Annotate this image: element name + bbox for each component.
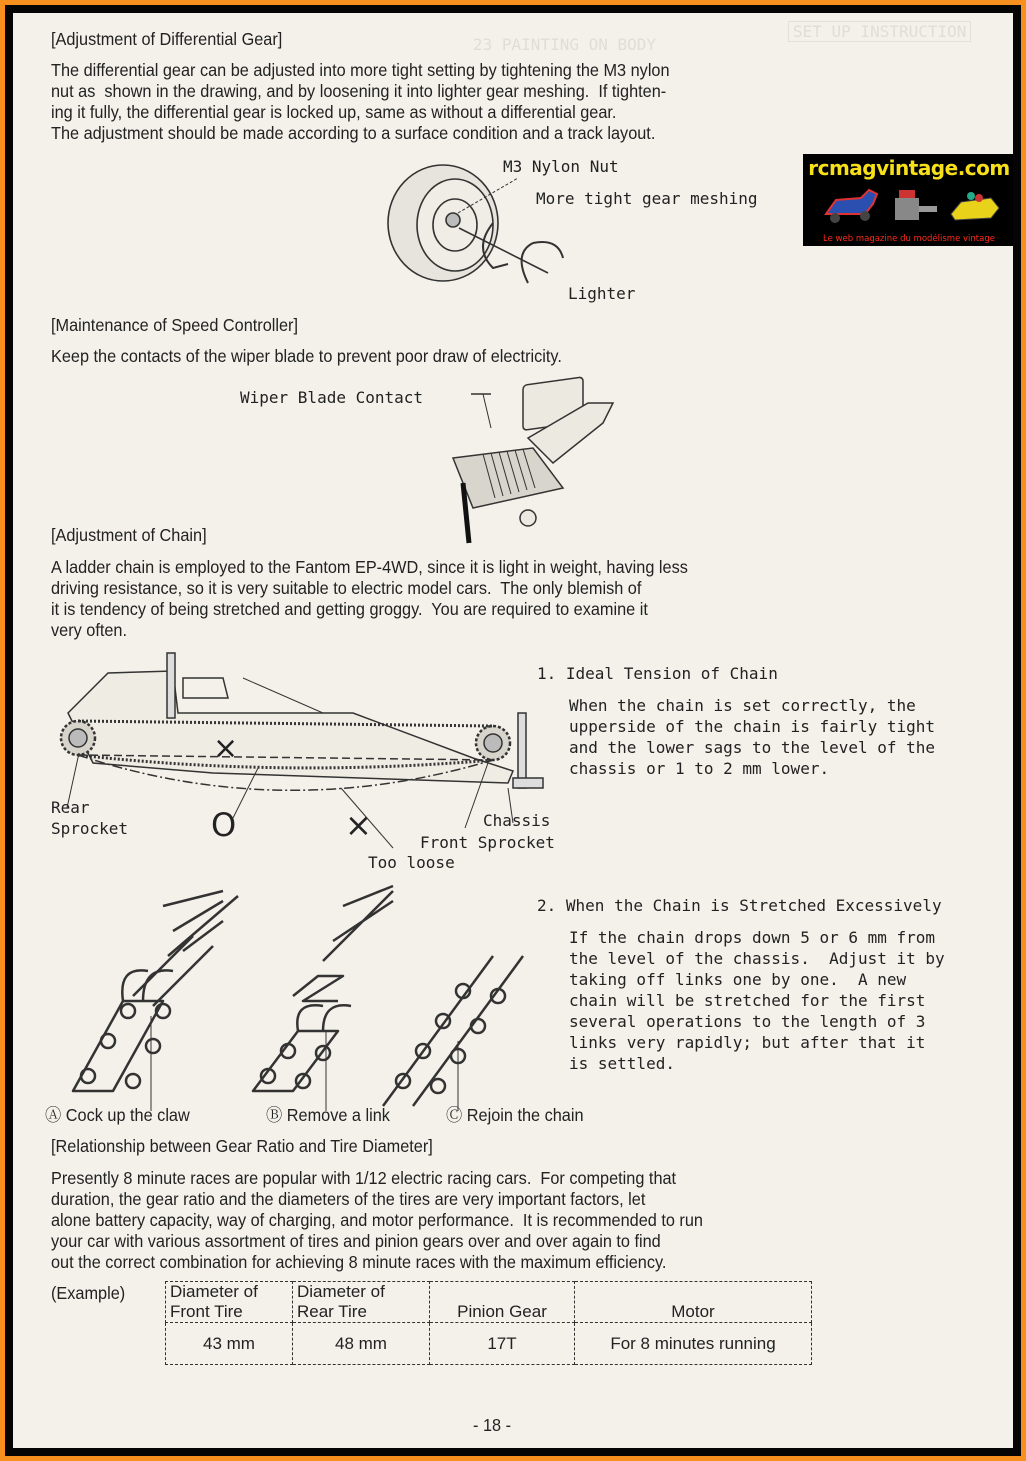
speed-controller-text: Keep the contacts of the wiper blade to prevent poor draw of electricity. [51, 346, 562, 366]
chain-link-steps-illustration [53, 881, 543, 1111]
front-sprocket-label: Front Sprocket [420, 833, 555, 852]
logo-tagline: Le web magazine du modélisme vintage [823, 234, 995, 244]
step-c-marker: Ⓒ [446, 1105, 463, 1125]
chassis-frame [68, 671, 513, 783]
step-b-label: Remove a link [286, 1105, 390, 1125]
cell-front-tire: 43 mm [166, 1323, 293, 1365]
ok-mark: O [211, 806, 237, 844]
stretched-line-1: If the chain drops down 5 or 6 mm from [569, 928, 936, 947]
chain-line-3: it is tendency of being stretched and getting groggy. You are required to examine it [51, 599, 648, 619]
too-loose-label: Too loose [368, 853, 455, 872]
speed-controller-illustration [433, 388, 633, 533]
chain-line-2: driving resistance, so it is very suitable to electric model cars. The only blemish of [51, 578, 642, 598]
manual-page [13, 13, 1013, 1448]
ideal-tension-title: 1. Ideal Tension of Chain [537, 664, 778, 683]
step-b-chain [253, 886, 393, 1091]
step-a-marker: Ⓐ [45, 1105, 62, 1125]
bleed-through-section: 23 PAINTING ON BODY [473, 35, 657, 54]
example-label: (Example) [51, 1283, 126, 1303]
ideal-tension-line-1: When the chain is set correctly, the [569, 696, 916, 715]
differential-line-2: nut as shown in the drawing, and by loosening it into lighter gear meshing. If tighten- [51, 81, 667, 101]
gear-ratio-line-3: alone battery capacity, way of charging, and motor performance. It is recommended to run [51, 1210, 703, 1230]
rear-sprocket-label-1: Rear [51, 798, 90, 817]
header-rear-tire [293, 1282, 430, 1323]
header-rear-tire-line-2: Rear Tire [297, 1302, 367, 1321]
header-rear-tire-line-1: Diameter of [297, 1282, 385, 1301]
step-c [446, 1105, 584, 1126]
differential-wheel-illustration [383, 158, 613, 298]
cell-rear-tire: 48 mm [293, 1323, 430, 1365]
step-b-marker: Ⓑ [266, 1105, 283, 1125]
chassis-label: Chassis [483, 811, 551, 830]
example-table [165, 1281, 812, 1365]
stretched-line-3: taking off links one by one. A new [569, 970, 907, 989]
stretched-line-4: chain will be stretched for the first [569, 991, 926, 1010]
gear-ratio-line-1: Presently 8 minute races are popular with 1/12 electric racing cars. For competing that [51, 1168, 677, 1188]
cell-motor: For 8 minutes running [575, 1323, 812, 1365]
header-pinion-gear [430, 1282, 575, 1323]
step-c-chain [383, 956, 523, 1106]
ideal-tension-line-4: chassis or 1 to 2 mm lower. [569, 759, 830, 778]
bad-mark: × [345, 806, 372, 844]
ideal-tension-line-3: and the lower sags to the level of the [569, 738, 936, 757]
page-number: - 18 - [473, 1415, 511, 1435]
logo-models-icon [821, 184, 1001, 228]
wiper-blade-contact-label: Wiper Blade Contact [240, 388, 424, 407]
removed-link [293, 976, 343, 1001]
rcmagvintage-logo [803, 154, 1013, 246]
stretched-line-2: the level of the chassis. Adjust it by [569, 949, 945, 968]
tight-meshing-label: More tight gear meshing [536, 189, 758, 208]
differential-line-3: ing it fully, the differential gear is locked up, same as without a differential gear. [51, 102, 617, 122]
chain-heading: [Adjustment of Chain] [51, 525, 207, 545]
ideal-tension-line-2: upperside of the chain is fairly tight [569, 717, 936, 736]
lighter-label: Lighter [568, 284, 636, 303]
step-a-chain [73, 891, 238, 1091]
header-pinion-gear-label: Pinion Gear [457, 1302, 547, 1321]
rear-sprocket-label-2: Sprocket [51, 819, 129, 838]
header-motor [575, 1282, 812, 1323]
header-front-tire-line-1: Diameter of [170, 1282, 258, 1301]
table-header-row [166, 1282, 812, 1323]
gear-ratio-heading: [Relationship between Gear Ratio and Tire Diameter] [51, 1136, 433, 1156]
bleed-through-header: SET UP INSTRUCTION [788, 21, 971, 42]
m3-nut [446, 213, 460, 227]
logo-title: rcmagvintage.com [808, 156, 1010, 180]
differential-line-1: The differential gear can be adjusted into more tight setting by tightening the M3 nylon [51, 60, 670, 80]
table-row [166, 1323, 812, 1365]
step-a [45, 1105, 190, 1126]
chain-line-4: very often. [51, 620, 127, 640]
header-front-tire [166, 1282, 293, 1323]
speed-controller-heading: [Maintenance of Speed Controller] [51, 315, 298, 335]
chassis-post [518, 713, 526, 788]
stretched-line-5: several operations to the length of 3 [569, 1012, 926, 1031]
step-c-label: Rejoin the chain [466, 1105, 584, 1125]
step-b [266, 1105, 390, 1126]
header-front-tire-line-2: Front Tire [170, 1302, 243, 1321]
gear-ratio-line-5: out the correct combination for achieving 8 minute races with the maximum efficiency. [51, 1252, 667, 1272]
gear-ratio-line-4: your car with various assortment of tires and pinion gears over and over again to find [51, 1231, 661, 1251]
gear-ratio-line-2: duration, the gear ratio and the diameters of the tires are very important factors, let [51, 1189, 646, 1209]
stretched-title: 2. When the Chain is Stretched Excessively [537, 896, 942, 915]
differential-line-4: The adjustment should be made according to a surface condition and a track layout. [51, 123, 656, 143]
m3-nylon-nut-label: M3 Nylon Nut [503, 157, 619, 176]
header-motor-label: Motor [671, 1302, 715, 1321]
stretched-line-6: links very rapidly; but after that it [569, 1033, 926, 1052]
cell-pinion-gear: 17T [430, 1323, 575, 1365]
bad-mark-top: × [213, 731, 239, 766]
chain-line-1: A ladder chain is employed to the Fantom EP-4WD, since it is light in weight, having less [51, 557, 688, 577]
stretched-line-7: is settled. [569, 1054, 675, 1073]
step-a-label: Cock up the claw [65, 1105, 190, 1125]
differential-heading: [Adjustment of Differential Gear] [51, 29, 283, 49]
